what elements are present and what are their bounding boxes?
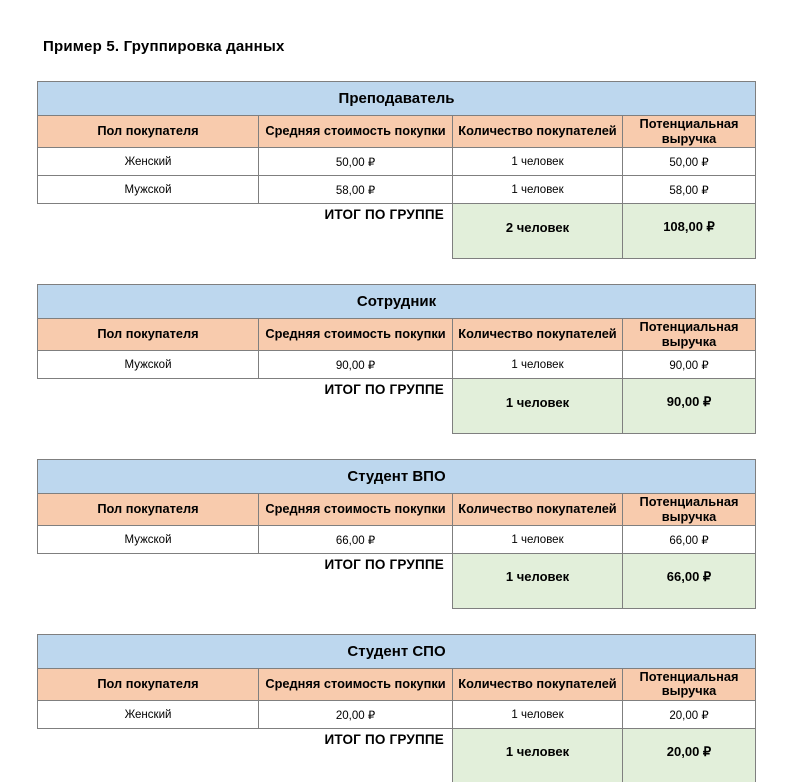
column-header: Количество покупателей [453,493,623,525]
data-cell: Мужской [38,526,259,554]
column-header: Пол покупателя [38,116,259,148]
data-cell: 1 человек [453,176,623,204]
data-cell: 20,00 ₽ [259,701,453,729]
column-header: Средняя стоимость покупки [259,116,453,148]
group-total-label: ИТОГ ПО ГРУППЕ [324,207,444,223]
data-cell: 66,00 ₽ [259,526,453,554]
column-header: Пол покупателя [38,493,259,525]
column-header-row [38,116,756,148]
column-header: Средняя стоимость покупки [259,668,453,700]
data-cell: 58,00 ₽ [623,176,756,204]
column-header-row [38,318,756,350]
group-title-row [38,284,756,318]
data-cell: 90,00 ₽ [259,351,453,379]
group-total-count: 2 человек [453,204,623,259]
group-title-row [38,634,756,668]
data-cell: Женский [38,148,259,176]
data-cell: 1 человек [453,526,623,554]
data-cell: 1 человек [453,701,623,729]
group-table [37,284,756,434]
data-cell: 50,00 ₽ [259,148,453,176]
group-total-revenue: 20,00 ₽ [623,729,756,782]
groups-container [37,81,755,782]
group-title: Студент СПО [38,634,756,668]
data-cell: 90,00 ₽ [623,351,756,379]
group-total-label: ИТОГ ПО ГРУППЕ [324,732,444,748]
column-header: Количество покупателей [453,116,623,148]
group-total-count: 1 человек [453,729,623,782]
group-total-row [38,729,756,782]
column-header: Средняя стоимость покупки [259,493,453,525]
column-header: Потенциальная выручка [623,318,756,350]
group-title-row [38,459,756,493]
data-cell: Мужской [38,176,259,204]
group-title: Студент ВПО [38,459,756,493]
data-cell: Женский [38,701,259,729]
table-row [38,701,756,729]
data-cell: 58,00 ₽ [259,176,453,204]
group-total-row [38,554,756,609]
column-header: Пол покупателя [38,668,259,700]
group-title: Преподаватель [38,82,756,116]
column-header: Потенциальная выручка [623,116,756,148]
group-total-label: ИТОГ ПО ГРУППЕ [324,557,444,573]
column-header-row [38,668,756,700]
data-cell: 50,00 ₽ [623,148,756,176]
group-table [37,634,756,782]
group-title-row [38,82,756,116]
table-row [38,176,756,204]
group-table [37,81,756,259]
group-total-revenue: 108,00 ₽ [623,204,756,259]
table-row [38,351,756,379]
table-row [38,526,756,554]
data-cell: 1 человек [453,148,623,176]
group-total-label: ИТОГ ПО ГРУППЕ [324,382,444,398]
group-table [37,459,756,609]
column-header: Количество покупателей [453,318,623,350]
data-cell: Мужской [38,351,259,379]
group-total-count: 1 человек [453,554,623,609]
data-cell: 20,00 ₽ [623,701,756,729]
group-total-row [38,204,756,259]
data-cell: 66,00 ₽ [623,526,756,554]
page-title: Пример 5. Группировка данных [43,38,285,55]
column-header-row [38,493,756,525]
group-total-row [38,379,756,434]
group-total-revenue: 90,00 ₽ [623,379,756,434]
column-header: Пол покупателя [38,318,259,350]
column-header: Количество покупателей [453,668,623,700]
group-total-revenue: 66,00 ₽ [623,554,756,609]
table-row [38,148,756,176]
data-cell: 1 человек [453,351,623,379]
group-total-count: 1 человек [453,379,623,434]
group-title: Сотрудник [38,284,756,318]
column-header: Потенциальная выручка [623,668,756,700]
column-header: Средняя стоимость покупки [259,318,453,350]
column-header: Потенциальная выручка [623,493,756,525]
